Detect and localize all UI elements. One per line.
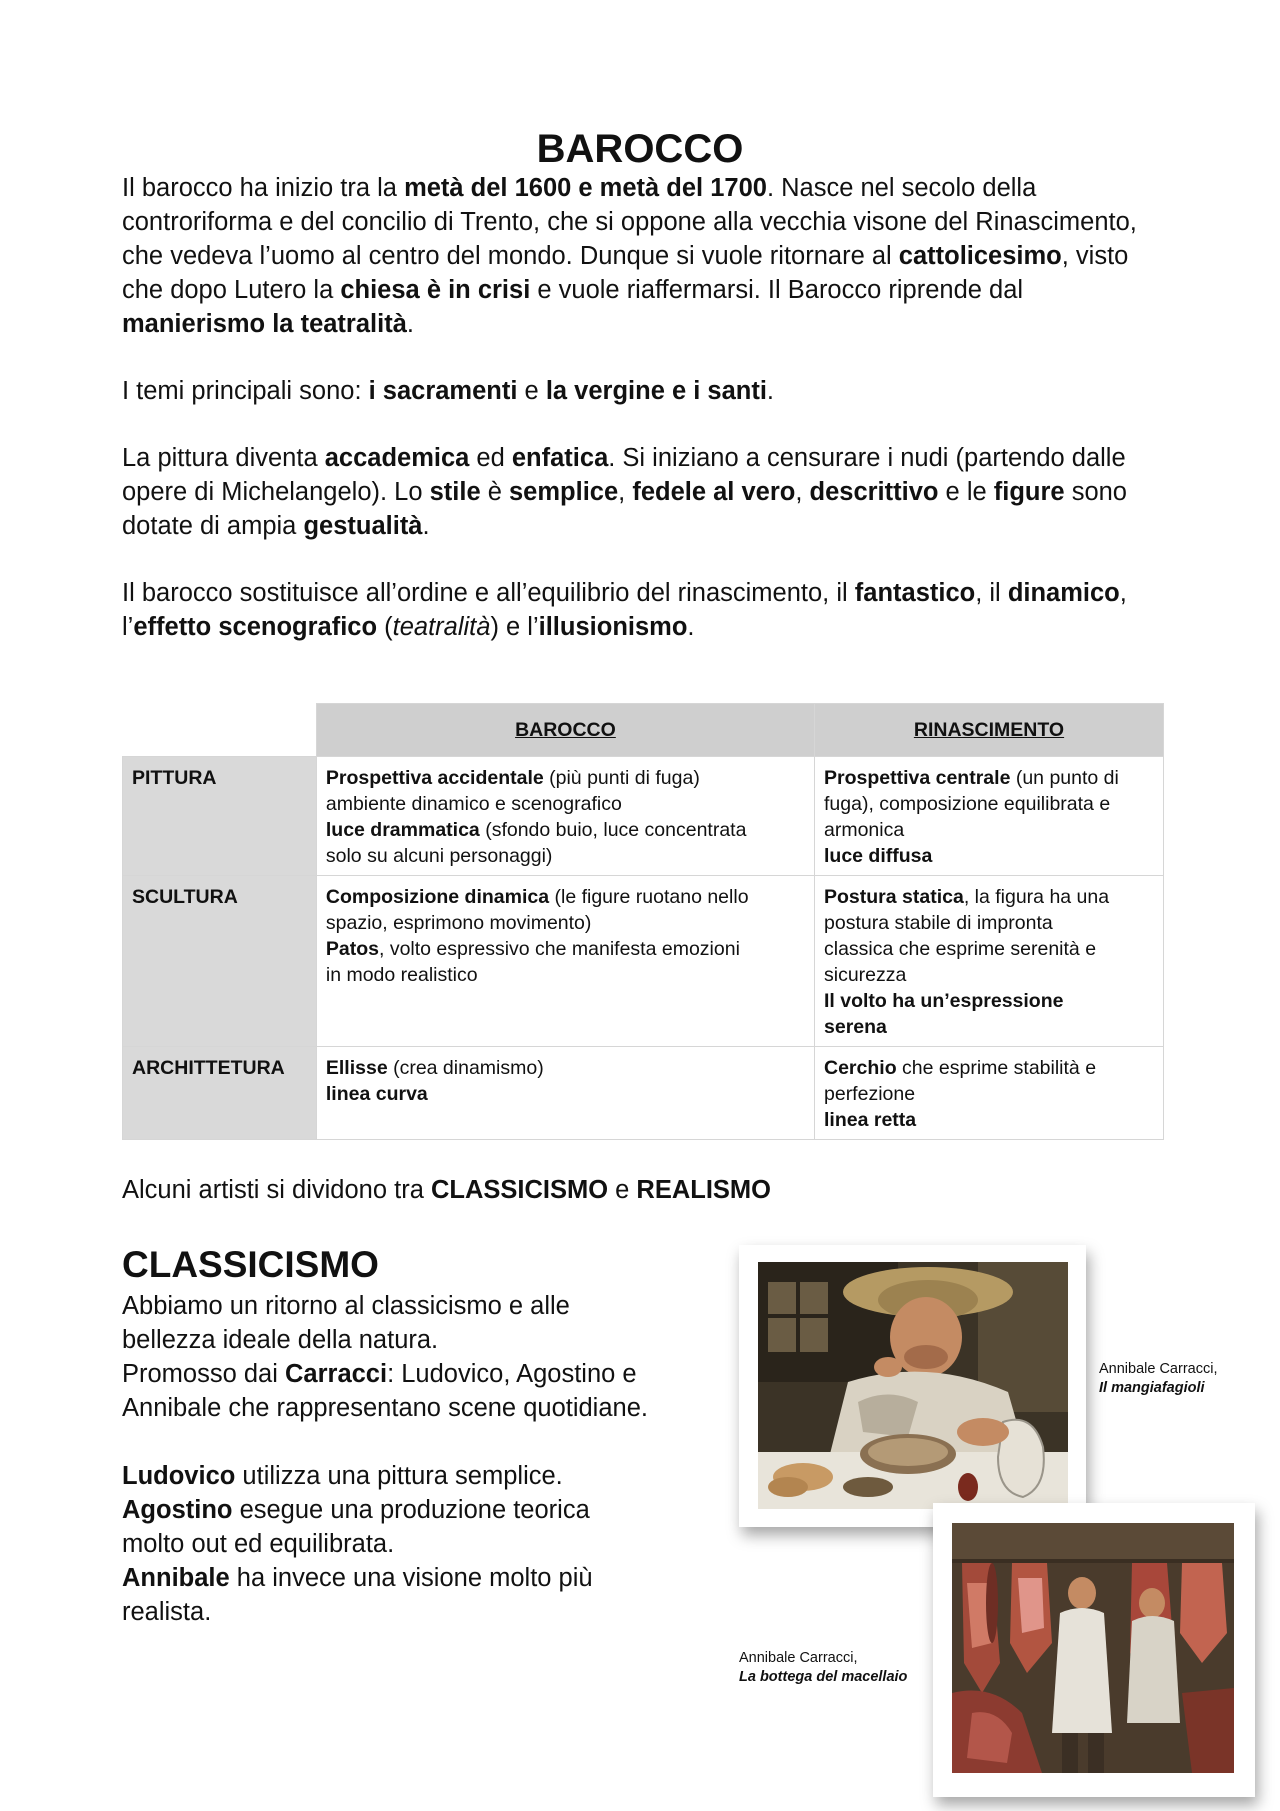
text-line bbox=[824, 1081, 1154, 1107]
classicismo-paragraph-1 bbox=[122, 1289, 732, 1425]
header-rinascimento: RINASCIMENTO bbox=[815, 704, 1164, 757]
caption-mangiafagioli-title: Il mangiafagioli bbox=[1099, 1380, 1205, 1396]
text-run: Promosso dai bbox=[122, 1360, 285, 1388]
text-line bbox=[122, 1561, 732, 1595]
cell-pittura-barocco bbox=[316, 757, 814, 876]
text-run: molto out ed equilibrata. bbox=[122, 1530, 395, 1558]
bold-text: enfatica bbox=[511, 444, 609, 472]
bold-text: semplice bbox=[509, 478, 619, 506]
caption-mangiafagioli-artist: Annibale Carracci, bbox=[1099, 1361, 1218, 1377]
text-line bbox=[122, 1459, 732, 1493]
text-run: . Nasce nel secolo della controriforma e del concilio di Trento, che si oppone alla vecchia visone del Rinascimento, che vedeva l’uomo al centro del mondo. Dunque si vuole ritornare al bbox=[122, 174, 1137, 270]
text-line bbox=[824, 910, 1154, 936]
text-line bbox=[824, 884, 1154, 910]
table-row-architettura bbox=[123, 1047, 1164, 1140]
bold-text: chiesa è in crisi bbox=[340, 276, 531, 304]
text-line bbox=[122, 1391, 732, 1425]
text-run: Alcuni artisti si dividono tra bbox=[122, 1176, 431, 1204]
caption-macellaio-title: La bottega del macellaio bbox=[739, 1669, 908, 1685]
text-run: I temi principali sono: bbox=[122, 377, 369, 405]
text-run: utilizza una pittura semplice. bbox=[235, 1462, 563, 1490]
bold-text: Cerchio bbox=[824, 1057, 897, 1079]
text-run: spazio, esprimono movimento) bbox=[325, 912, 592, 934]
bold-text: Agostino bbox=[122, 1496, 233, 1524]
classicismo-paragraph-2 bbox=[122, 1459, 732, 1629]
text-run: ambiente dinamico e scenografico bbox=[325, 793, 622, 815]
caption-mangiafagioli bbox=[1099, 1360, 1269, 1398]
bold-text: Composizione dinamica bbox=[325, 886, 550, 908]
text-line bbox=[326, 843, 805, 869]
painting-macellaio bbox=[933, 1503, 1255, 1797]
text-run: La pittura diventa bbox=[122, 444, 325, 472]
text-run: Il barocco ha inizio tra la bbox=[122, 174, 405, 202]
text-line bbox=[326, 791, 805, 817]
text-line bbox=[326, 910, 805, 936]
bold-text: manierismo la teatralità bbox=[122, 310, 407, 338]
text-run: e bbox=[608, 1176, 637, 1204]
bold-text: Ludovico bbox=[122, 1462, 236, 1490]
text-line bbox=[326, 962, 805, 988]
bold-text: fedele al vero bbox=[632, 478, 796, 506]
text-line bbox=[326, 765, 805, 791]
text-run: fuga), composizione equilibrata e bbox=[824, 793, 1111, 815]
bold-text: illusionismo bbox=[538, 613, 688, 641]
cell-architettura-barocco bbox=[316, 1047, 814, 1140]
bold-text: linea curva bbox=[325, 1083, 428, 1105]
text-run: , visto che dopo Lutero la bbox=[122, 242, 1129, 304]
bold-text: metà del 1600 e metà del 1700 bbox=[404, 174, 767, 202]
text-run: (le figure ruotano nello bbox=[549, 886, 749, 908]
text-run: e bbox=[517, 377, 546, 405]
intro-paragraph-4 bbox=[122, 576, 1162, 644]
text-line bbox=[326, 1055, 805, 1081]
bold-text: gestualità bbox=[303, 512, 423, 540]
text-run: . bbox=[406, 310, 414, 338]
bold-text: luce diffusa bbox=[824, 845, 933, 867]
text-run: ha invece una visione molto più bbox=[229, 1564, 593, 1592]
text-run: Abbiamo un ritorno al classicismo e alle bbox=[122, 1292, 570, 1320]
text-run: : Ludovico, Agostino e bbox=[387, 1360, 637, 1388]
table-header-row bbox=[123, 704, 1164, 757]
text-line bbox=[824, 936, 1154, 962]
cell-scultura-rinascimento bbox=[815, 876, 1164, 1047]
text-line bbox=[326, 1081, 805, 1107]
text-run: classica che esprime serenità e bbox=[824, 938, 1097, 960]
text-run: , l’ bbox=[122, 579, 1127, 641]
classicismo-section bbox=[122, 1289, 732, 1663]
intro-paragraph-3 bbox=[122, 441, 1162, 543]
table-row-scultura bbox=[123, 876, 1164, 1047]
bold-text: la vergine e i santi bbox=[545, 377, 767, 405]
text-run: (più punti di fuga) bbox=[543, 767, 700, 789]
text-run: realista. bbox=[122, 1598, 212, 1626]
bold-text: dinamico bbox=[1007, 579, 1120, 607]
text-run: Annibale che rappresentano scene quotidiane. bbox=[122, 1394, 648, 1422]
caption-macellaio bbox=[739, 1649, 939, 1687]
painting-macellaio-image bbox=[952, 1523, 1234, 1773]
bold-text: stile bbox=[429, 478, 481, 506]
bold-text: Postura statica bbox=[824, 886, 964, 908]
text-line bbox=[824, 962, 1154, 988]
text-line bbox=[824, 791, 1154, 817]
cell-scultura-barocco bbox=[316, 876, 814, 1047]
bold-text: CLASSICISMO bbox=[430, 1176, 609, 1204]
text-line bbox=[824, 1107, 1154, 1133]
text-run: . Si iniziano a censurare i nudi (partendo dalle opere di Michelangelo). Lo bbox=[122, 444, 1126, 506]
text-run: esegue una produzione teorica bbox=[232, 1496, 590, 1524]
text-run: e vuole riaffermarsi. Il Barocco riprende dal bbox=[530, 276, 1024, 304]
bold-text: REALISMO bbox=[636, 1176, 772, 1204]
bold-text: Il volto ha un’espressione bbox=[824, 990, 1064, 1012]
page-title: BAROCCO bbox=[536, 127, 744, 171]
text-run: sono dotate di ampia bbox=[122, 478, 1127, 540]
text-run: perfezione bbox=[824, 1083, 916, 1105]
bold-text: descrittivo bbox=[809, 478, 939, 506]
text-run: Il barocco sostituisce all’ordine e all’equilibrio del rinascimento, il bbox=[122, 579, 855, 607]
text-run: ( bbox=[377, 613, 393, 641]
text-line bbox=[122, 1289, 732, 1323]
text-run: che esprime stabilità e bbox=[896, 1057, 1097, 1079]
bold-text: serena bbox=[824, 1016, 887, 1038]
text-line bbox=[326, 817, 805, 843]
text-run: . bbox=[687, 613, 695, 641]
text-run: , la figura ha una bbox=[963, 886, 1110, 908]
bold-text: Prospettiva accidentale bbox=[325, 767, 544, 789]
text-run: in modo realistico bbox=[325, 964, 478, 986]
bold-text: Carracci bbox=[285, 1360, 388, 1388]
bold-text: figure bbox=[993, 478, 1065, 506]
text-run: , volto espressivo che manifesta emozioni bbox=[378, 938, 740, 960]
bold-text: Ellisse bbox=[325, 1057, 388, 1079]
text-run: (crea dinamismo) bbox=[387, 1057, 544, 1079]
bold-text: fantastico bbox=[854, 579, 976, 607]
bold-text: Annibale bbox=[122, 1564, 230, 1592]
text-line bbox=[122, 1323, 732, 1357]
intro-paragraph-2 bbox=[122, 374, 1162, 408]
text-line bbox=[824, 843, 1154, 869]
row-label-scultura: SCULTURA bbox=[123, 876, 317, 1047]
text-run: postura stabile di impronta bbox=[824, 912, 1053, 934]
row-label-architettura: ARCHITTETURA bbox=[123, 1047, 317, 1140]
cell-pittura-rinascimento bbox=[815, 757, 1164, 876]
text-run: ) e l’ bbox=[490, 613, 539, 641]
text-line bbox=[122, 1493, 732, 1527]
painting-mangiafagioli bbox=[739, 1245, 1086, 1527]
text-run: solo su alcuni personaggi) bbox=[325, 845, 553, 867]
classicismo-heading: CLASSICISMO bbox=[122, 1244, 379, 1285]
painting-mangiafagioli-image bbox=[758, 1262, 1068, 1509]
header-empty-cell bbox=[123, 704, 317, 757]
text-line bbox=[824, 765, 1154, 791]
text-run: . bbox=[422, 512, 430, 540]
text-run: è bbox=[480, 478, 509, 506]
text-run: sicurezza bbox=[824, 964, 907, 986]
artists-sentence bbox=[122, 1173, 771, 1207]
text-run: ed bbox=[469, 444, 512, 472]
text-line bbox=[824, 1055, 1154, 1081]
bold-text: cattolicesimo bbox=[898, 242, 1062, 270]
bold-text: accademica bbox=[324, 444, 470, 472]
cell-architettura-rinascimento bbox=[815, 1047, 1164, 1140]
table-row-pittura bbox=[123, 757, 1164, 876]
intro-paragraph-1 bbox=[122, 171, 1162, 341]
text-run: (un punto di bbox=[1010, 767, 1119, 789]
bold-text: i sacramenti bbox=[368, 377, 518, 405]
text-run: armonica bbox=[824, 819, 905, 841]
text-run: , bbox=[795, 478, 810, 506]
text-line bbox=[824, 1014, 1154, 1040]
text-run: , bbox=[618, 478, 633, 506]
row-label-pittura: PITTURA bbox=[123, 757, 317, 876]
text-line bbox=[122, 1595, 732, 1629]
text-line bbox=[326, 884, 805, 910]
comparison-table bbox=[122, 703, 1164, 1140]
caption-macellaio-artist: Annibale Carracci, bbox=[739, 1650, 858, 1666]
text-line bbox=[122, 1527, 732, 1561]
text-run: e le bbox=[938, 478, 994, 506]
header-barocco: BAROCCO bbox=[316, 704, 814, 757]
intro-section bbox=[122, 171, 1162, 677]
text-run: , il bbox=[975, 579, 1008, 607]
bold-text: Prospettiva centrale bbox=[824, 767, 1011, 789]
text-run: bellezza ideale della natura. bbox=[122, 1326, 439, 1354]
bold-text: effetto scenografico bbox=[133, 613, 378, 641]
text-run: (sfondo buio, luce concentrata bbox=[479, 819, 747, 841]
text-line bbox=[824, 988, 1154, 1014]
text-line bbox=[122, 1357, 732, 1391]
bold-text: linea retta bbox=[824, 1109, 917, 1131]
text-line bbox=[824, 817, 1154, 843]
bold-text: Patos bbox=[325, 938, 379, 960]
bold-text: luce drammatica bbox=[325, 819, 480, 841]
text-line bbox=[326, 936, 805, 962]
text-run: . bbox=[766, 377, 775, 405]
text-run: teatralità bbox=[392, 613, 491, 641]
